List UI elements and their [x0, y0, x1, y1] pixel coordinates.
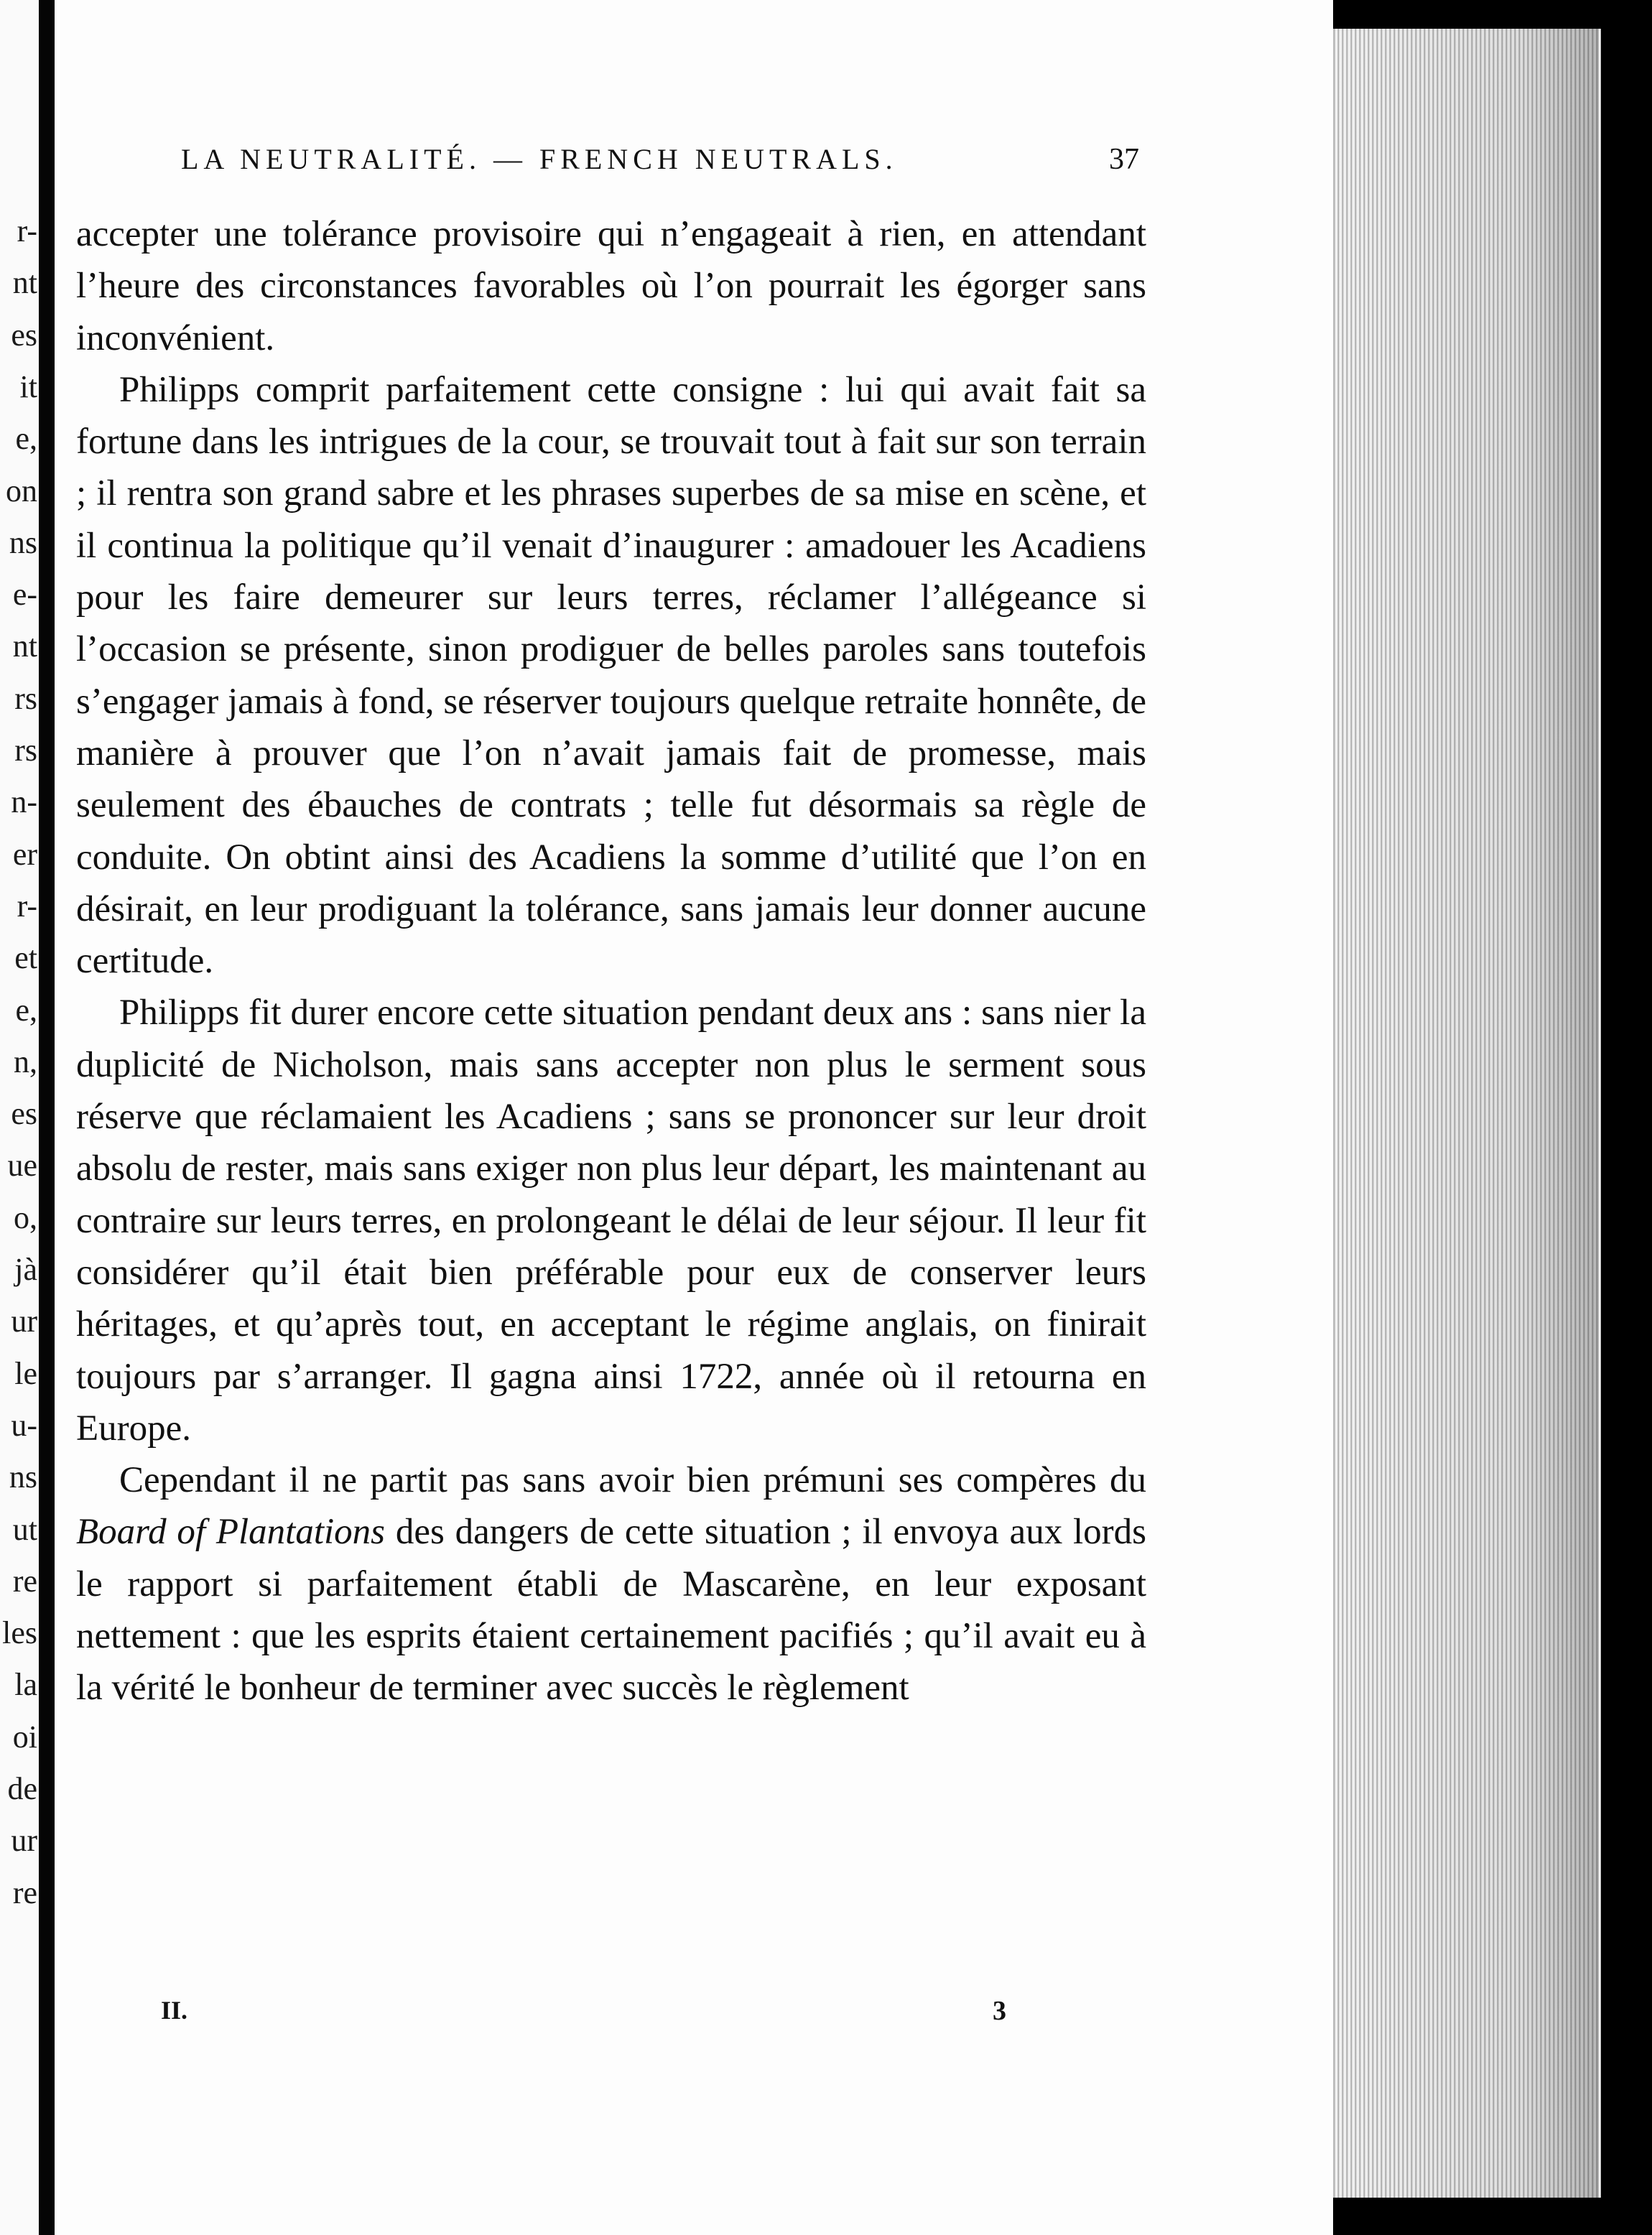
left-fragment: nt: [12, 628, 37, 664]
left-fragment: e-: [12, 577, 37, 613]
paragraph-1: accepter une tolérance provisoire qui n’engageait à rien, en attendant l’heure des circonstances favorables où l’on pourrait les égorger sans inconvénient.: [76, 214, 1146, 358]
left-fragment: les: [2, 1615, 37, 1651]
page-number: 37: [1109, 143, 1139, 176]
left-fragment: r-: [17, 213, 37, 248]
left-fragment: ut: [12, 1511, 37, 1547]
left-fragment: ns: [9, 1459, 37, 1495]
body-text: [76, 208, 1146, 1714]
left-fragment: e,: [15, 992, 37, 1028]
left-fragment: u-: [11, 1407, 37, 1443]
signature-mark: 3: [993, 1996, 1006, 2026]
left-fragment: re: [12, 1563, 37, 1599]
left-fragment: on: [6, 473, 37, 508]
left-fragment: de: [7, 1771, 37, 1806]
right-page: [55, 0, 1333, 2235]
left-fragment: es: [11, 317, 37, 353]
left-fragment: ur: [11, 1823, 37, 1859]
volume-mark: II.: [161, 1996, 188, 2025]
running-head: LA NEUTRALITÉ. — FRENCH NEUTRALS.: [181, 143, 898, 175]
left-fragment: rs: [14, 680, 37, 716]
left-fragment: rs: [14, 733, 37, 768]
left-fragment: n-: [11, 784, 37, 820]
left-page-text-fragments: [0, 0, 39, 2235]
left-page-edge: [0, 0, 42, 2235]
paragraph-3: Philipps fit durer encore cette situation pendant deux ans : sans nier la duplicité de Nicholson, mais sans accepter non plus le serment sous réserve que réclamaient les Acadiens ; sans se prononcer sur leur droit absolu de rester, mais sans exiger non plus leur départ, les maintenant au contraire sur leurs terres, en prolongeant le délai de leur séjour. Il leur fit considérer qu’il était bien préférable pour eux de conserver leurs héritages, et qu’après tout, en acceptant le régime anglais, on finirait toujours par s’arranger. Il gagna ainsi 1722, année où il retourna en Europe.: [76, 993, 1146, 1449]
book-gutter: [39, 0, 55, 2235]
left-fragment: ns: [9, 524, 37, 560]
left-fragment: ur: [11, 1304, 37, 1339]
left-fragment: nt: [12, 265, 37, 301]
left-fragment: o,: [14, 1199, 37, 1235]
paragraph-4: [76, 1454, 1146, 1714]
left-fragment: es: [11, 1096, 37, 1132]
left-fragment: le: [14, 1355, 37, 1391]
paragraph-4-end: des dangers de cette situation ; il envoya aux lords le rapport si parfaitement établi de Mascarène, en leur exposant nettement : que les esprits étaient certainement pacifiés ; qu’il avait eu à la vérité le bonheur de terminer avec succès le règlement: [76, 1512, 1146, 1709]
paragraph-2: Philipps comprit parfaitement cette consigne : lui qui avait fait sa fortune dans les intrigues de la cour, se trouvait tout à fait sur son terrain ; il rentra son grand sabre et les phrases superbes de sa mise en scène, et il continua la politique qu’il venait d’inaugurer : amadouer les Acadiens pour les faire demeurer sur leurs terres, réclamer l’allégeance si l’occasion se présente, sinon prodiguer de belles paroles sans toutefois s’engager jamais à fond, se réserver toujours quelque retraite honnête, de manière à prouver que l’on n’avait jamais fait de promesse, mais seulement des ébauches de contrats ; telle fut désormais sa règle de conduite. On obtint ainsi des Acadiens la somme d’utilité que l’on en désirait, en leur prodiguant la tolérance, sans jamais leur donner aucune certitude.: [76, 369, 1146, 982]
left-fragment: n,: [14, 1044, 37, 1079]
board-of-plantations-italic: Board of Plantations: [76, 1512, 386, 1553]
left-fragment: jà: [14, 1252, 37, 1287]
left-fragment: re: [12, 1874, 37, 1910]
left-fragment: r-: [17, 888, 37, 924]
page-stack-shadow: [1333, 29, 1599, 2198]
left-fragment: et: [14, 940, 37, 976]
left-fragment: ue: [7, 1148, 37, 1184]
left-fragment: it: [19, 368, 37, 404]
paragraph-4-start: Cependant il ne partit pas sans avoir bien prémuni ses compères du: [119, 1460, 1146, 1501]
left-fragment: la: [14, 1667, 37, 1703]
left-fragment: e,: [15, 421, 37, 457]
left-fragment: er: [12, 836, 37, 872]
left-fragment: oi: [12, 1719, 37, 1755]
